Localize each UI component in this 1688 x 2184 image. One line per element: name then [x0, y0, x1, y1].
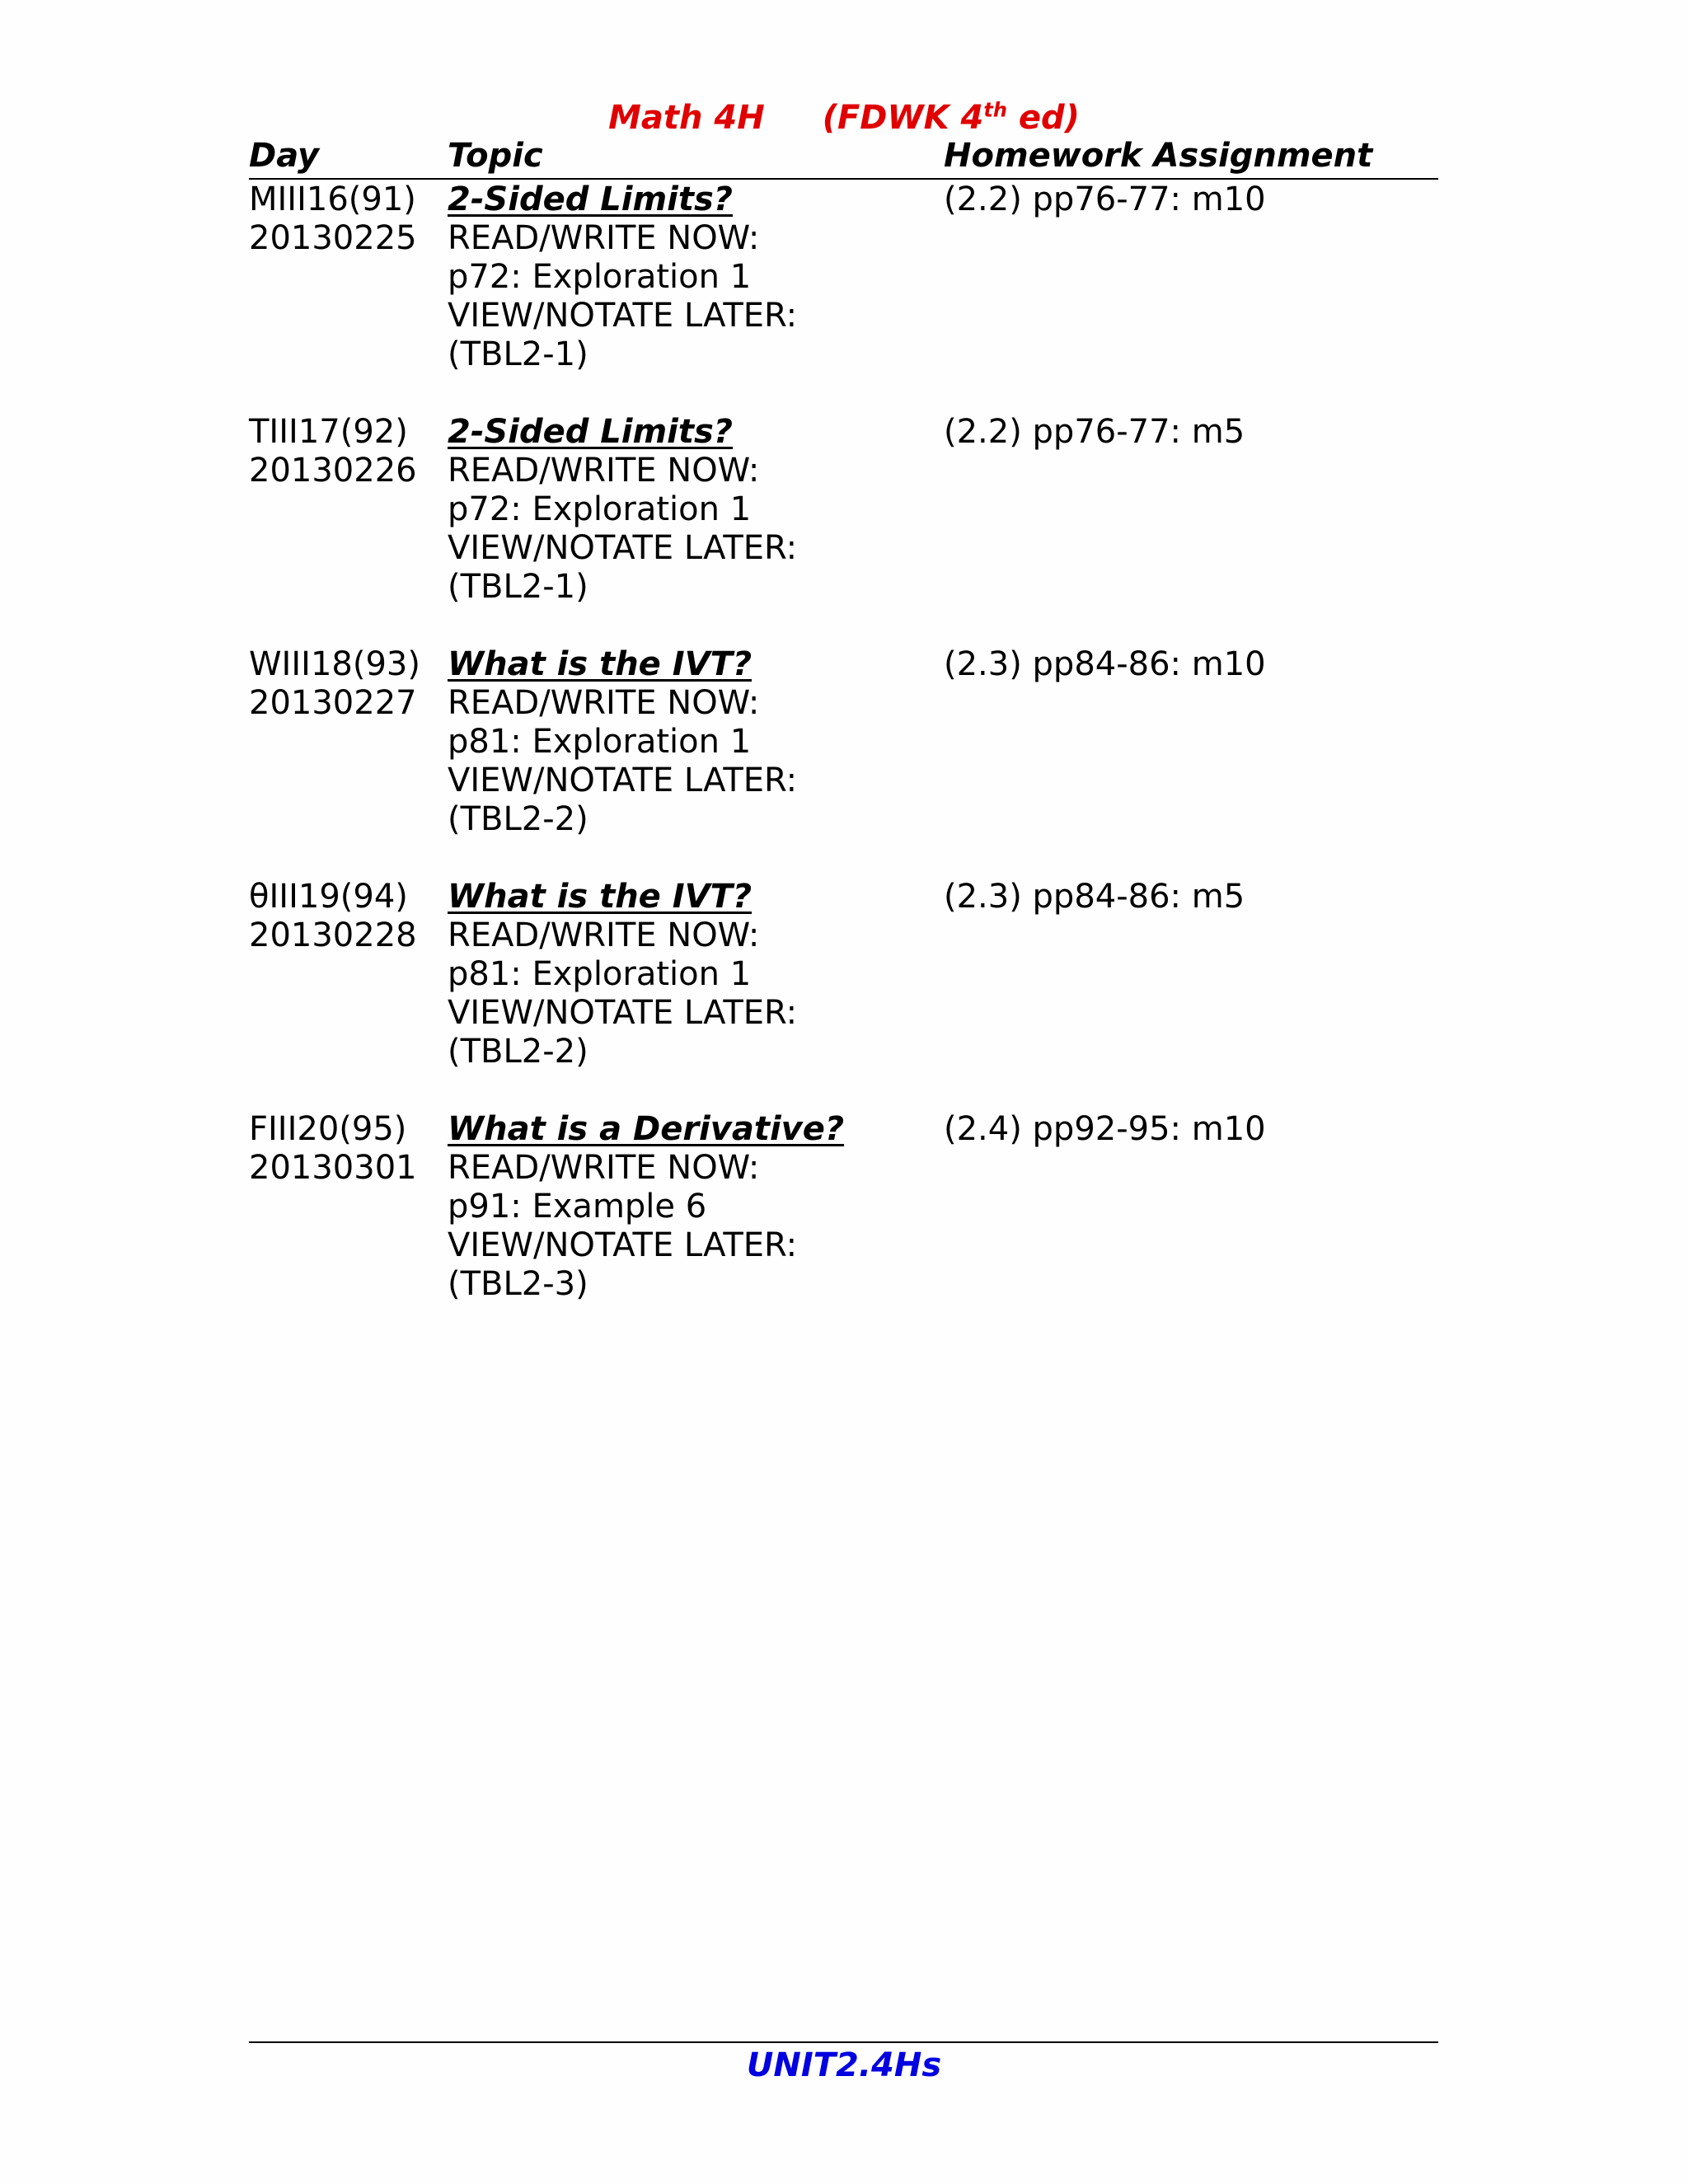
day-code: WIII18(93)	[249, 645, 420, 683]
day-cell	[249, 1110, 417, 1188]
read-item: p81: Exploration 1	[448, 723, 752, 761]
day-date: 20130301	[249, 1149, 417, 1187]
topic-cell	[448, 878, 797, 1071]
topic-cell	[448, 645, 797, 839]
view-label: VIEW/NOTATE LATER:	[448, 297, 798, 335]
read-item: p72: Exploration 1	[448, 258, 752, 296]
column-header-day: Day	[249, 137, 320, 175]
day-code: FIII20(95)	[249, 1110, 407, 1148]
day-date: 20130228	[249, 916, 417, 954]
homework-cell: (2.2) pp76-77: m5	[944, 413, 1245, 451]
homework-cell: (2.2) pp76-77: m10	[944, 180, 1266, 218]
day-date: 20130227	[249, 684, 417, 722]
topic-title: What is the IVT?	[448, 645, 753, 683]
read-label: READ/WRITE NOW:	[448, 452, 760, 490]
schedule-entry	[0, 413, 1688, 645]
day-code: θIII19(94)	[249, 878, 408, 916]
day-code: TIII17(92)	[249, 413, 408, 451]
schedule-entry	[0, 878, 1688, 1110]
day-date: 20130225	[249, 219, 417, 257]
homework-cell: (2.3) pp84-86: m5	[944, 878, 1245, 916]
read-label: READ/WRITE NOW:	[448, 1149, 760, 1187]
view-item: (TBL2-1)	[448, 568, 588, 606]
view-item: (TBL2-2)	[448, 1033, 588, 1071]
read-item: p81: Exploration 1	[448, 955, 752, 993]
read-item: p91: Example 6	[448, 1188, 707, 1226]
view-item: (TBL2-2)	[448, 800, 588, 838]
schedule-entry	[0, 645, 1688, 878]
day-cell	[249, 413, 417, 490]
homework-cell: (2.3) pp84-86: m10	[944, 645, 1266, 683]
topic-cell	[448, 413, 797, 607]
topic-cell	[448, 1110, 844, 1304]
column-header-homework: Homework Assignment	[944, 137, 1373, 175]
topic-title: 2-Sided Limits?	[448, 413, 733, 451]
header-divider	[249, 178, 1438, 180]
view-item: (TBL2-3)	[448, 1265, 588, 1303]
read-label: READ/WRITE NOW:	[448, 916, 760, 954]
unit-footer-label: UNIT2.4Hs	[746, 2046, 942, 2084]
day-cell	[249, 878, 417, 955]
read-label: READ/WRITE NOW:	[448, 684, 760, 722]
schedule-list	[0, 180, 1688, 1343]
read-label: READ/WRITE NOW:	[448, 219, 760, 257]
view-label: VIEW/NOTATE LATER:	[448, 762, 798, 799]
schedule-entry	[0, 1110, 1688, 1343]
view-label: VIEW/NOTATE LATER:	[448, 994, 798, 1032]
day-code: MIII16(91)	[249, 180, 416, 218]
view-label: VIEW/NOTATE LATER:	[448, 529, 798, 567]
day-cell	[249, 180, 417, 258]
day-cell	[249, 645, 420, 723]
topic-title: What is the IVT?	[448, 878, 753, 916]
view-label: VIEW/NOTATE LATER:	[448, 1226, 798, 1264]
topic-title: What is a Derivative?	[448, 1110, 845, 1148]
topic-cell	[448, 180, 797, 374]
homework-cell: (2.4) pp92-95: m10	[944, 1110, 1266, 1148]
read-item: p72: Exploration 1	[448, 490, 752, 528]
course-name: Math 4H	[608, 99, 765, 137]
column-header-row	[0, 134, 1688, 177]
book-edition: (FDWK 4th ed)	[822, 98, 1080, 137]
topic-title: 2-Sided Limits?	[448, 180, 733, 218]
view-item: (TBL2-1)	[448, 335, 588, 373]
day-date: 20130226	[249, 452, 417, 490]
schedule-entry	[0, 180, 1688, 413]
column-header-topic: Topic	[448, 137, 543, 175]
